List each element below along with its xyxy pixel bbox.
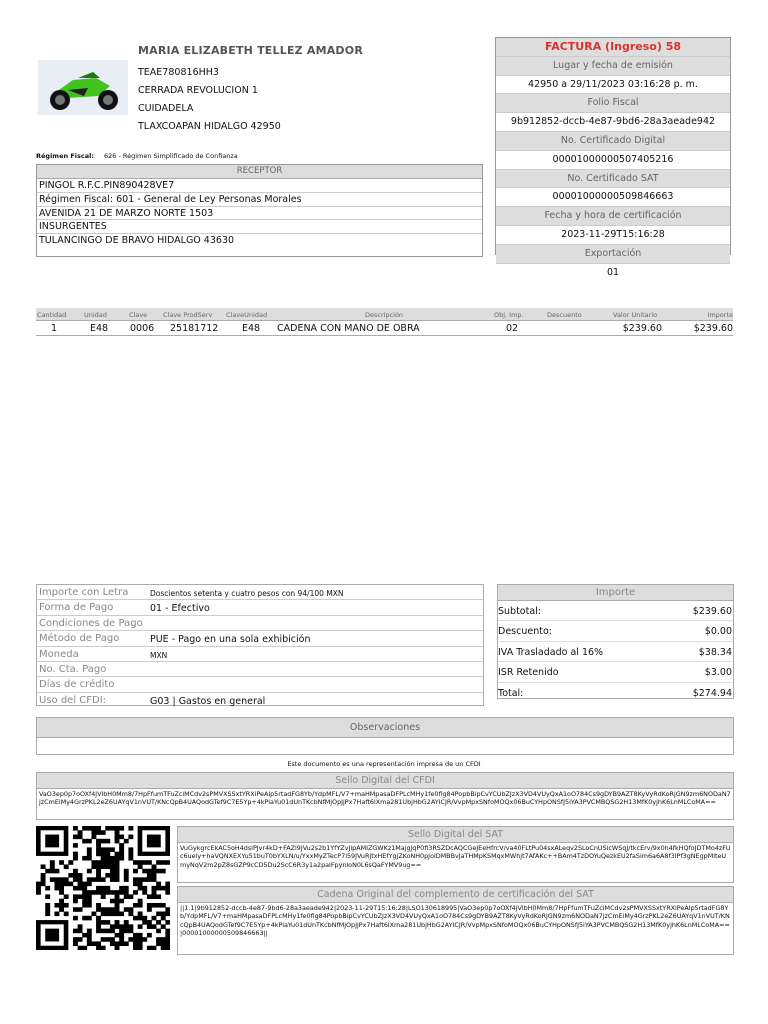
sello-sat-text: VuGykgrcEkAC5oH4dslPJvr4kD+FAZl9JVu2s2b1YfYZvJipAMIZGWKz1MajgjqP0fi3RSZDcAQCGeJEeHfrcV/va40FLtPu04sxALeqv2SLoCnUSicWSqJ/tkcErv/9x0h4fkHQfoJDTMo4zFUc6uely+haVQNXEXYu51buT0bYXLN/u/YxxMyZTecP7l59JVuRjtxHEfYgjZKoNH0pJolDMBBvJaTHMpKSMqxMWhjt7AfAKc++BAm4TzDOYuQezkEU2faSim6a6A8f3lPf3gNEgpMlteUmyNqV2m2pZ8sGZP9cCD5Du2ScC6R3y1a2palFpynloN0L6sQaFYMV9ug== (180, 844, 731, 869)
uso-label: Uso del CFDI: (39, 694, 107, 706)
metodo-value: PUE - Pago en una sola exhibición (150, 634, 311, 646)
issuer-rfc: TEAE780816HH3 (138, 67, 219, 78)
payment-info (36, 584, 484, 706)
receptor-row: AVENIDA 21 DE MARZO NORTE 1503 (37, 207, 482, 221)
subtotal-label: Subtotal: (498, 606, 542, 617)
observations-header: Observaciones (37, 718, 733, 738)
uso-row (37, 693, 483, 707)
sello-cfdi-box (36, 772, 734, 820)
items-header (36, 308, 733, 321)
totals-box (497, 584, 734, 699)
cadena-box (177, 886, 734, 955)
totals-header: Importe (498, 585, 733, 601)
moneda-label: Moneda (39, 648, 79, 660)
receptor-row: Régimen Fiscal: 601 - General de Ley Personas Morales (37, 193, 482, 207)
cert-value: 00001000000507405216 (496, 151, 730, 170)
col-importe: Importe (707, 311, 733, 319)
dias-label: Días de crédito (39, 679, 115, 691)
col-valor: Valor Unitario (613, 311, 658, 319)
invoice-title: FACTURA (Ingreso) 58 (496, 38, 730, 57)
forma-row (37, 600, 483, 615)
col-cantidad: Cantidad (37, 311, 67, 319)
qr-code-graphic (36, 826, 170, 950)
moneda-value: MXN (150, 650, 168, 660)
isr-row (498, 662, 733, 682)
importe-letra-value: Doscientos setenta y cuatro pesos con 94/100 MXN (150, 589, 344, 598)
col-descuento: Descuento (547, 311, 582, 319)
importe-letra-label: Importe con Letra (39, 587, 129, 598)
cuenta-label: No. Cta. Pago (39, 663, 107, 675)
condiciones-row (37, 616, 483, 631)
receptor-row: TULANCINGO DE BRAVO HIDALGO 43630 (39, 235, 235, 247)
issuer-colony: CUIDADELA (138, 103, 194, 114)
metodo-row (37, 631, 483, 646)
isr-label: ISR Retenido (498, 667, 559, 679)
cell-descripcion: CADENA CON MANO DE OBRA (277, 323, 420, 334)
cert-label: No. Certificado Digital (496, 132, 730, 151)
fecha-cert-label: Fecha y hora de certificación (496, 207, 730, 226)
regimen-value: 626 - Régimen Simplificado de Confianza (103, 152, 238, 160)
total-row (498, 683, 733, 702)
regimen-label: Régimen Fiscal: (36, 152, 94, 160)
cadena-header: Cadena Original del complemento de certificación del SAT (178, 887, 733, 903)
sello-cfdi-header: Sello Digital del CFDI (37, 773, 733, 789)
receptor-row: INSURGENTES (37, 220, 482, 234)
issuer-regimen (36, 152, 238, 160)
isr-value: $3.00 (704, 667, 732, 679)
table-row (36, 321, 733, 336)
forma-value: 01 - Efectivo (150, 603, 210, 615)
cert-sat-value: 00001000000509846663 (496, 188, 730, 207)
col-descripcion: Descripción (365, 311, 404, 319)
lugar-value: 42950 a 29/11/2023 03:16:28 p. m. (496, 76, 730, 95)
issuer-city: TLAXCOAPAN HIDALGO 42950 (138, 121, 281, 132)
receptor-box (36, 164, 483, 257)
condiciones-label: Condiciones de Pago (39, 617, 143, 629)
moneda-row (37, 647, 483, 662)
iva-value: $38.34 (698, 646, 732, 658)
cell-importe: $239.60 (693, 323, 733, 334)
qr-code (36, 826, 170, 950)
cell-claveunidad: E48 (242, 323, 261, 334)
metodo-label: Método de Pago (39, 633, 120, 645)
descuento-label: Descuento: (498, 626, 552, 638)
dias-row (37, 677, 483, 692)
export-label: Exportación (496, 245, 730, 264)
sello-sat-header: Sello Digital del SAT (178, 827, 733, 843)
col-unidad: Unidad (84, 311, 107, 319)
iva-label: IVA Trasladado al 16% (498, 646, 604, 658)
cell-valor: $239.60 (622, 323, 662, 334)
lugar-label: Lugar y fecha de emisión (496, 57, 730, 76)
descuento-value: $0.00 (704, 626, 732, 638)
col-clave: Clave (129, 311, 148, 319)
items-table (36, 308, 733, 336)
observations-box (36, 717, 734, 755)
issuer-name: MARIA ELIZABETH TELLEZ AMADOR (138, 44, 363, 57)
uso-value: G03 | Gastos en general (150, 695, 266, 707)
forma-label: Forma de Pago (39, 602, 114, 614)
importe-letra-row (37, 585, 483, 600)
sello-cfdi-text: VaO3ep0p7oOXf4jVlbH0Mm8/7HpFfumTFuZciMCdv2sPMVXSSxtYRXiPeAlp5rtadFG8Yb/YdpMFL/V7+maHMpasaDFPLcMHy1fe0flg84PopbBipCvYCUbZJzX3VD4VUyQxA1oO784Cs9gDYB9AZT8KyVyRdKoRjGN9zm6NODaN7jzCmEiMy4GrzPKL2eZ6UAYqV1nVUT/KNcQpB4UAQodGTef9C7E5Yp+4kPiaYu01dUnTKcbNfMjOpJjPx7Haft6lXma281UbjHbG2AYICJR/VvpMpxSNfoMOQx06BuCYHpONSfJ5iYA3PVCMBQSG2H13MfK0yjhK6LnMLCoMA== (39, 790, 731, 807)
fecha-cert-value: 2023-11-29T15:16:28 (496, 226, 730, 245)
issuer-street: CERRADA REVOLUCION 1 (138, 85, 258, 96)
cert-sat-label: No. Certificado SAT (496, 170, 730, 189)
col-prodserv: Clave ProdServ (163, 311, 213, 319)
col-claveunidad: ClaveUnidad (226, 311, 268, 319)
folio-value: 9b912852-dccb-4e87-9bd6-28a3aeade942 (496, 113, 730, 132)
cell-clave: 0006 (130, 323, 155, 334)
folio-label: Folio Fiscal (496, 94, 730, 113)
invoice-box (495, 37, 731, 278)
cfdi-note: Este documento es una representación impresa de un CFDI (287, 760, 481, 768)
descuento-row (498, 621, 733, 641)
receptor-header: RECEPTOR (37, 165, 482, 179)
col-objimp: Obj. Imp. (494, 311, 524, 319)
total-value: $274.94 (692, 687, 732, 699)
cell-prodserv: 25181712 (170, 323, 219, 334)
cell-cantidad: 1 (51, 323, 58, 334)
cadena-text: ||1.1|9b912852-dccb-4e87-9bd6-28a3aeade942|2023-11-29T15:16:28|LSO130618995|VaO3ep0p7oOXf4jVlbH0Mm8/7HpFfumTFuZciMCdv2sPMVXSSxtYRXiPeAlp5rtadFG8Yb/YdpMFL/V7+maHMpasaDFPLcMHy1fe0flg84PopbBipCvYCUbZJzX3VD4VUyQxA1oO784Cs9gDYB9AZT8KyVyRdKoRjGN9zm6NODaN7jzCmEiMy4GrzPKL2eZ6UAYqV1nVUT/KNcQpB4UAQodGTef9C7E5Yp+4kPiaYu01dUnTKcbNfMjOpJjPx7Haft6lXma281UbjHbG2AYICJR/VvpMpxSNfoMOQx06BuCYHpONSfJ5iYA3PVCMBQSG2H13MfK0yjhK6LnMLCoMA==|00001000000509846663|| (180, 904, 730, 937)
cuenta-row (37, 662, 483, 677)
total-label: Total: (498, 687, 524, 699)
export-value: 01 (606, 266, 620, 278)
subtotal-row (498, 601, 733, 621)
observations-text (37, 738, 733, 744)
cell-objimp: 02 (506, 323, 519, 334)
sello-sat-box (177, 826, 734, 883)
cell-unidad: E48 (90, 323, 109, 334)
receptor-row: PINGOL R.F.C.PIN890428VE7 (37, 179, 482, 193)
iva-row (498, 642, 733, 662)
subtotal-value: $239.60 (692, 606, 732, 617)
motorcycle-logo (38, 60, 128, 115)
